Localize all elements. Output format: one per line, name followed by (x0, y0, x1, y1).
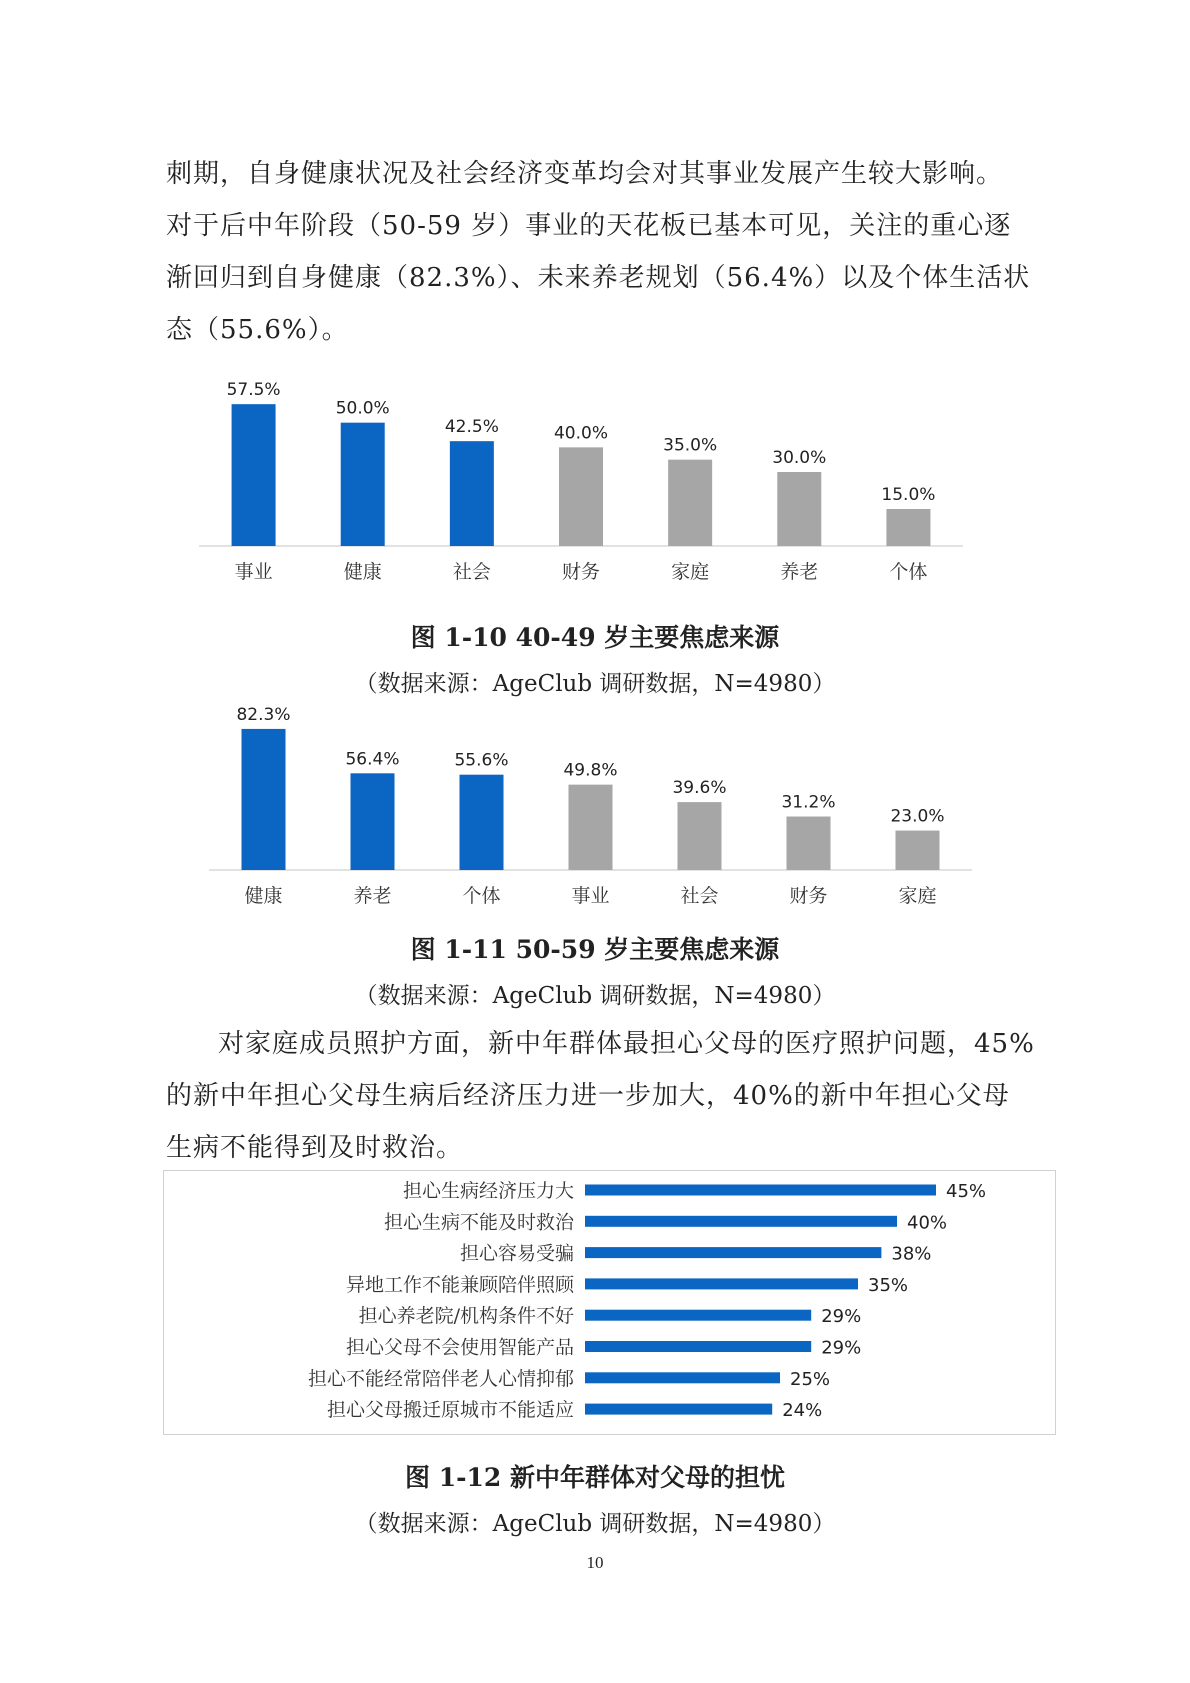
data-label: 29% (821, 1306, 862, 1328)
data-label: 25% (790, 1368, 831, 1390)
bar (559, 447, 603, 546)
paragraph-line: 态（55.6%）。 (166, 315, 349, 345)
bar (668, 460, 712, 546)
data-label: 50.0% (335, 398, 390, 419)
bar (585, 1341, 811, 1352)
bar (585, 1216, 897, 1227)
category-label: 异地工作不能兼顾陪伴照顾 (345, 1273, 574, 1296)
bar (585, 1404, 772, 1415)
data-label: 55.6% (454, 750, 509, 771)
bar (585, 1278, 858, 1289)
bar (232, 404, 276, 546)
category-label: 养老 (780, 561, 819, 583)
data-label: 30.0% (772, 448, 827, 468)
data-label: 24% (782, 1400, 823, 1422)
bar (460, 775, 504, 870)
bar (585, 1247, 881, 1258)
chart-40-49-anxiety (0, 370, 1190, 590)
data-label: 38% (891, 1243, 932, 1265)
bar (585, 1310, 811, 1321)
category-label: 事业 (234, 561, 273, 583)
chart-parents-worries (163, 1170, 1056, 1435)
category-label: 养老 (353, 885, 392, 907)
category-label: 担心养老院/机构条件不好 (358, 1305, 574, 1328)
figure-2-caption: 图 1-11 50-59 岁主要焦虑来源 (410, 935, 780, 964)
data-label: 31.2% (781, 792, 836, 813)
bar (569, 785, 613, 870)
chart-3-svg (164, 1171, 1055, 1434)
bar (585, 1185, 936, 1196)
figure-3-source: （数据来源：AgeClub 调研数据，N=4980） (354, 1511, 836, 1537)
bar (351, 773, 395, 870)
category-label: 家庭 (898, 885, 937, 907)
category-label: 担心生病经济压力大 (402, 1180, 574, 1202)
data-label: 29% (821, 1337, 862, 1359)
category-label: 个体 (889, 561, 928, 583)
data-label: 57.5% (226, 380, 281, 401)
data-label: 39.6% (672, 778, 727, 799)
paragraph-line: 渐回归到自身健康（82.3%）、未来养老规划（56.4%）以及个体生活状 (166, 263, 1031, 293)
bar (341, 423, 385, 546)
paragraph-line: 刺期，自身健康状况及社会经济变革均会对其事业发展产生较大影响。 (166, 159, 1004, 189)
category-label: 健康 (244, 885, 283, 907)
category-label: 担心生病不能及时救治 (383, 1211, 574, 1234)
bar (777, 472, 821, 546)
data-label: 42.5% (444, 417, 499, 438)
category-label: 家庭 (671, 561, 710, 583)
figure-1-source: （数据来源：AgeClub 调研数据，N=4980） (354, 671, 836, 697)
paragraph-line: 对家庭成员照护方面，新中年群体最担心父母的医疗照护问题，45% (218, 1029, 1035, 1059)
chart-2-svg (0, 706, 1190, 918)
data-label: 15.0% (881, 485, 936, 505)
paragraph-1 (166, 148, 1046, 356)
category-label: 事业 (571, 885, 610, 907)
figure-1-caption: 图 1-10 40-49 岁主要焦虑来源 (410, 623, 780, 652)
data-label: 40% (907, 1212, 948, 1234)
category-label: 健康 (343, 561, 382, 583)
chart-50-59-anxiety (0, 706, 1190, 918)
data-label: 82.3% (236, 706, 291, 725)
data-label: 56.4% (345, 749, 400, 770)
figure-3-caption: 图 1-12 新中年群体对父母的担忧 (405, 1463, 785, 1492)
category-label: 财务 (789, 885, 828, 907)
bar (242, 729, 286, 870)
category-label: 担心容易受骗 (459, 1242, 574, 1265)
category-label: 财务 (561, 561, 601, 583)
bar (896, 831, 940, 870)
paragraph-line: 生病不能得到及时救治。 (166, 1133, 464, 1163)
data-label: 35% (868, 1274, 909, 1296)
bar (450, 441, 494, 546)
data-label: 23.0% (890, 806, 945, 827)
category-label: 担心不能经常陪伴老人心情抑郁 (307, 1367, 574, 1390)
category-label: 社会 (452, 561, 491, 583)
bar (886, 509, 930, 546)
bar (678, 802, 722, 870)
data-label: 35.0% (663, 435, 718, 456)
bar (585, 1372, 780, 1383)
figure-2-source: （数据来源：AgeClub 调研数据，N=4980） (354, 983, 836, 1009)
paragraph-line: 的新中年担心父母生病后经济压力进一步加大，40%的新中年担心父母 (166, 1081, 1010, 1111)
chart-1-svg (0, 370, 1190, 590)
category-label: 担心父母搬迁原城市不能适应 (326, 1399, 574, 1422)
paragraph-2 (166, 1018, 1046, 1174)
category-label: 社会 (680, 885, 719, 907)
bar (787, 817, 831, 870)
page-number: 10 (586, 1553, 604, 1572)
data-label: 45% (946, 1181, 987, 1202)
data-label: 49.8% (563, 760, 618, 781)
category-label: 担心父母不会使用智能产品 (345, 1336, 574, 1359)
category-label: 个体 (462, 885, 501, 907)
data-label: 40.0% (553, 423, 609, 444)
paragraph-line: 对于后中年阶段（50-59 岁）事业的天花板已基本可见，关注的重心逐 (166, 211, 1012, 241)
